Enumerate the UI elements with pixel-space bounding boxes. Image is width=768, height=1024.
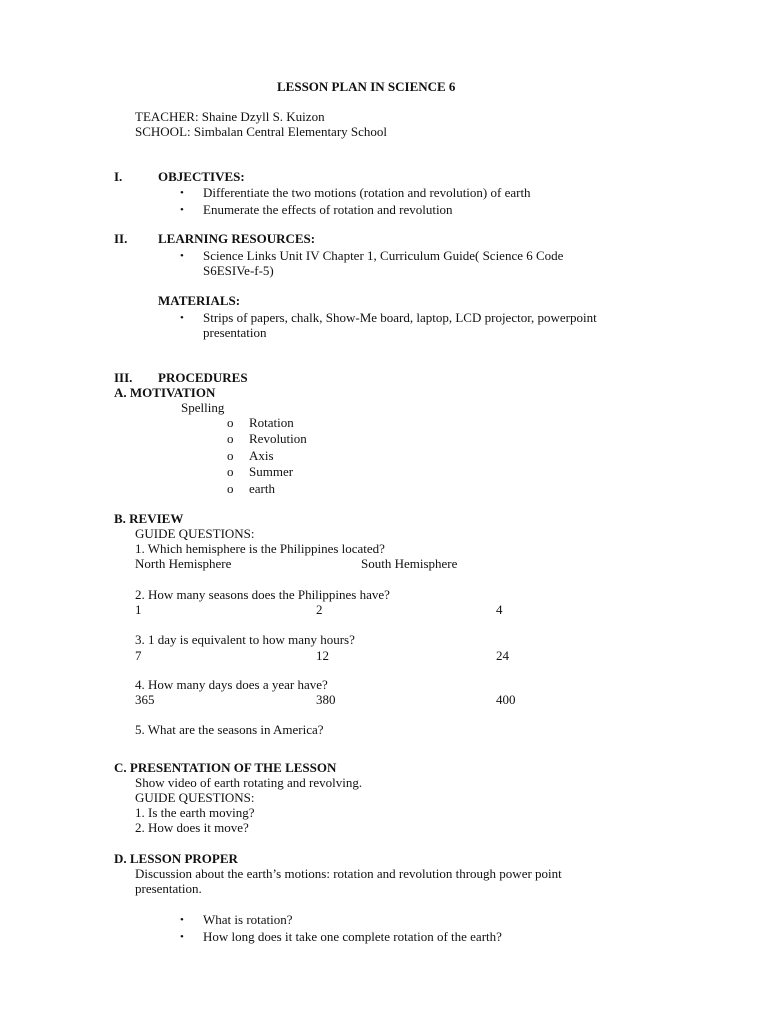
sub-bullet-icon: o <box>227 448 234 463</box>
sub-bullet-icon: o <box>227 464 234 479</box>
spelling-word: Revolution <box>249 431 307 446</box>
learning-resources-number: II. <box>114 231 128 246</box>
sub-bullet-icon: o <box>227 481 234 496</box>
bullet-icon: • <box>180 914 184 926</box>
review-option: 12 <box>316 648 329 663</box>
learning-resource-item-cont: S6ESIVe-f-5) <box>203 263 274 278</box>
teacher-line: TEACHER: Shaine Dzyll S. Kuizon <box>135 109 325 124</box>
review-heading: B. REVIEW <box>114 511 184 526</box>
presentation-question: 1. Is the earth moving? <box>135 805 255 820</box>
review-option: 2 <box>316 602 323 617</box>
lesson-proper-item: What is rotation? <box>203 912 293 927</box>
spelling-word: earth <box>249 481 275 496</box>
lesson-proper-text: Discussion about the earth’s motions: rotation and revolution through power point <box>135 866 562 881</box>
presentation-guide-label: GUIDE QUESTIONS: <box>135 790 255 805</box>
lesson-proper-text-cont: presentation. <box>135 881 202 896</box>
bullet-icon: • <box>180 204 184 216</box>
review-option: 7 <box>135 648 142 663</box>
review-guide-label: GUIDE QUESTIONS: <box>135 526 255 541</box>
bullet-icon: • <box>180 187 184 199</box>
lesson-proper-item: How long does it take one complete rotation of the earth? <box>203 929 502 944</box>
objective-item: Enumerate the effects of rotation and revolution <box>203 202 453 217</box>
spelling-word: Axis <box>249 448 274 463</box>
review-option: 1 <box>135 602 142 617</box>
procedures-heading: PROCEDURES <box>158 370 248 385</box>
page-title: LESSON PLAN IN SCIENCE 6 <box>277 79 456 94</box>
school-line: SCHOOL: Simbalan Central Elementary School <box>135 124 388 139</box>
review-option: North Hemisphere <box>135 556 232 571</box>
materials-item: Strips of papers, chalk, Show-Me board, laptop, LCD projector, powerpoint <box>203 310 597 325</box>
review-option: South Hemisphere <box>361 556 458 571</box>
review-question: 4. How many days does a year have? <box>135 677 328 692</box>
spelling-word: Summer <box>249 464 294 479</box>
materials-item-cont: presentation <box>203 325 267 340</box>
sub-bullet-icon: o <box>227 431 234 446</box>
review-question: 3. 1 day is equivalent to how many hours? <box>135 632 355 647</box>
learning-resource-item: Science Links Unit IV Chapter 1, Curriculum Guide( Science 6 Code <box>203 248 564 263</box>
presentation-question: 2. How does it move? <box>135 820 249 835</box>
review-question: 5. What are the seasons in America? <box>135 722 324 737</box>
review-option: 24 <box>496 648 509 663</box>
sub-bullet-icon: o <box>227 415 234 430</box>
objectives-heading: OBJECTIVES: <box>158 169 245 184</box>
review-option: 365 <box>135 692 155 707</box>
presentation-heading: C. PRESENTATION OF THE LESSON <box>114 760 337 775</box>
review-option: 380 <box>316 692 336 707</box>
bullet-icon: • <box>180 931 184 943</box>
lesson-proper-heading: D. LESSON PROPER <box>114 851 238 866</box>
learning-resources-heading: LEARNING RESOURCES: <box>158 231 316 246</box>
review-question: 1. Which hemisphere is the Philippines located? <box>135 541 385 556</box>
motivation-activity: Spelling <box>181 400 225 415</box>
objective-item: Differentiate the two motions (rotation and revolution) of earth <box>203 185 531 200</box>
objectives-number: I. <box>114 169 123 184</box>
bullet-icon: • <box>180 312 184 324</box>
materials-heading: MATERIALS: <box>158 293 241 308</box>
review-question: 2. How many seasons does the Philippines have? <box>135 587 390 602</box>
motivation-heading: A. MOTIVATION <box>114 385 216 400</box>
spelling-word: Rotation <box>249 415 294 430</box>
procedures-number: III. <box>114 370 133 385</box>
review-option: 400 <box>496 692 516 707</box>
bullet-icon: • <box>180 250 184 262</box>
review-option: 4 <box>496 602 503 617</box>
presentation-text: Show video of earth rotating and revolving. <box>135 775 363 790</box>
